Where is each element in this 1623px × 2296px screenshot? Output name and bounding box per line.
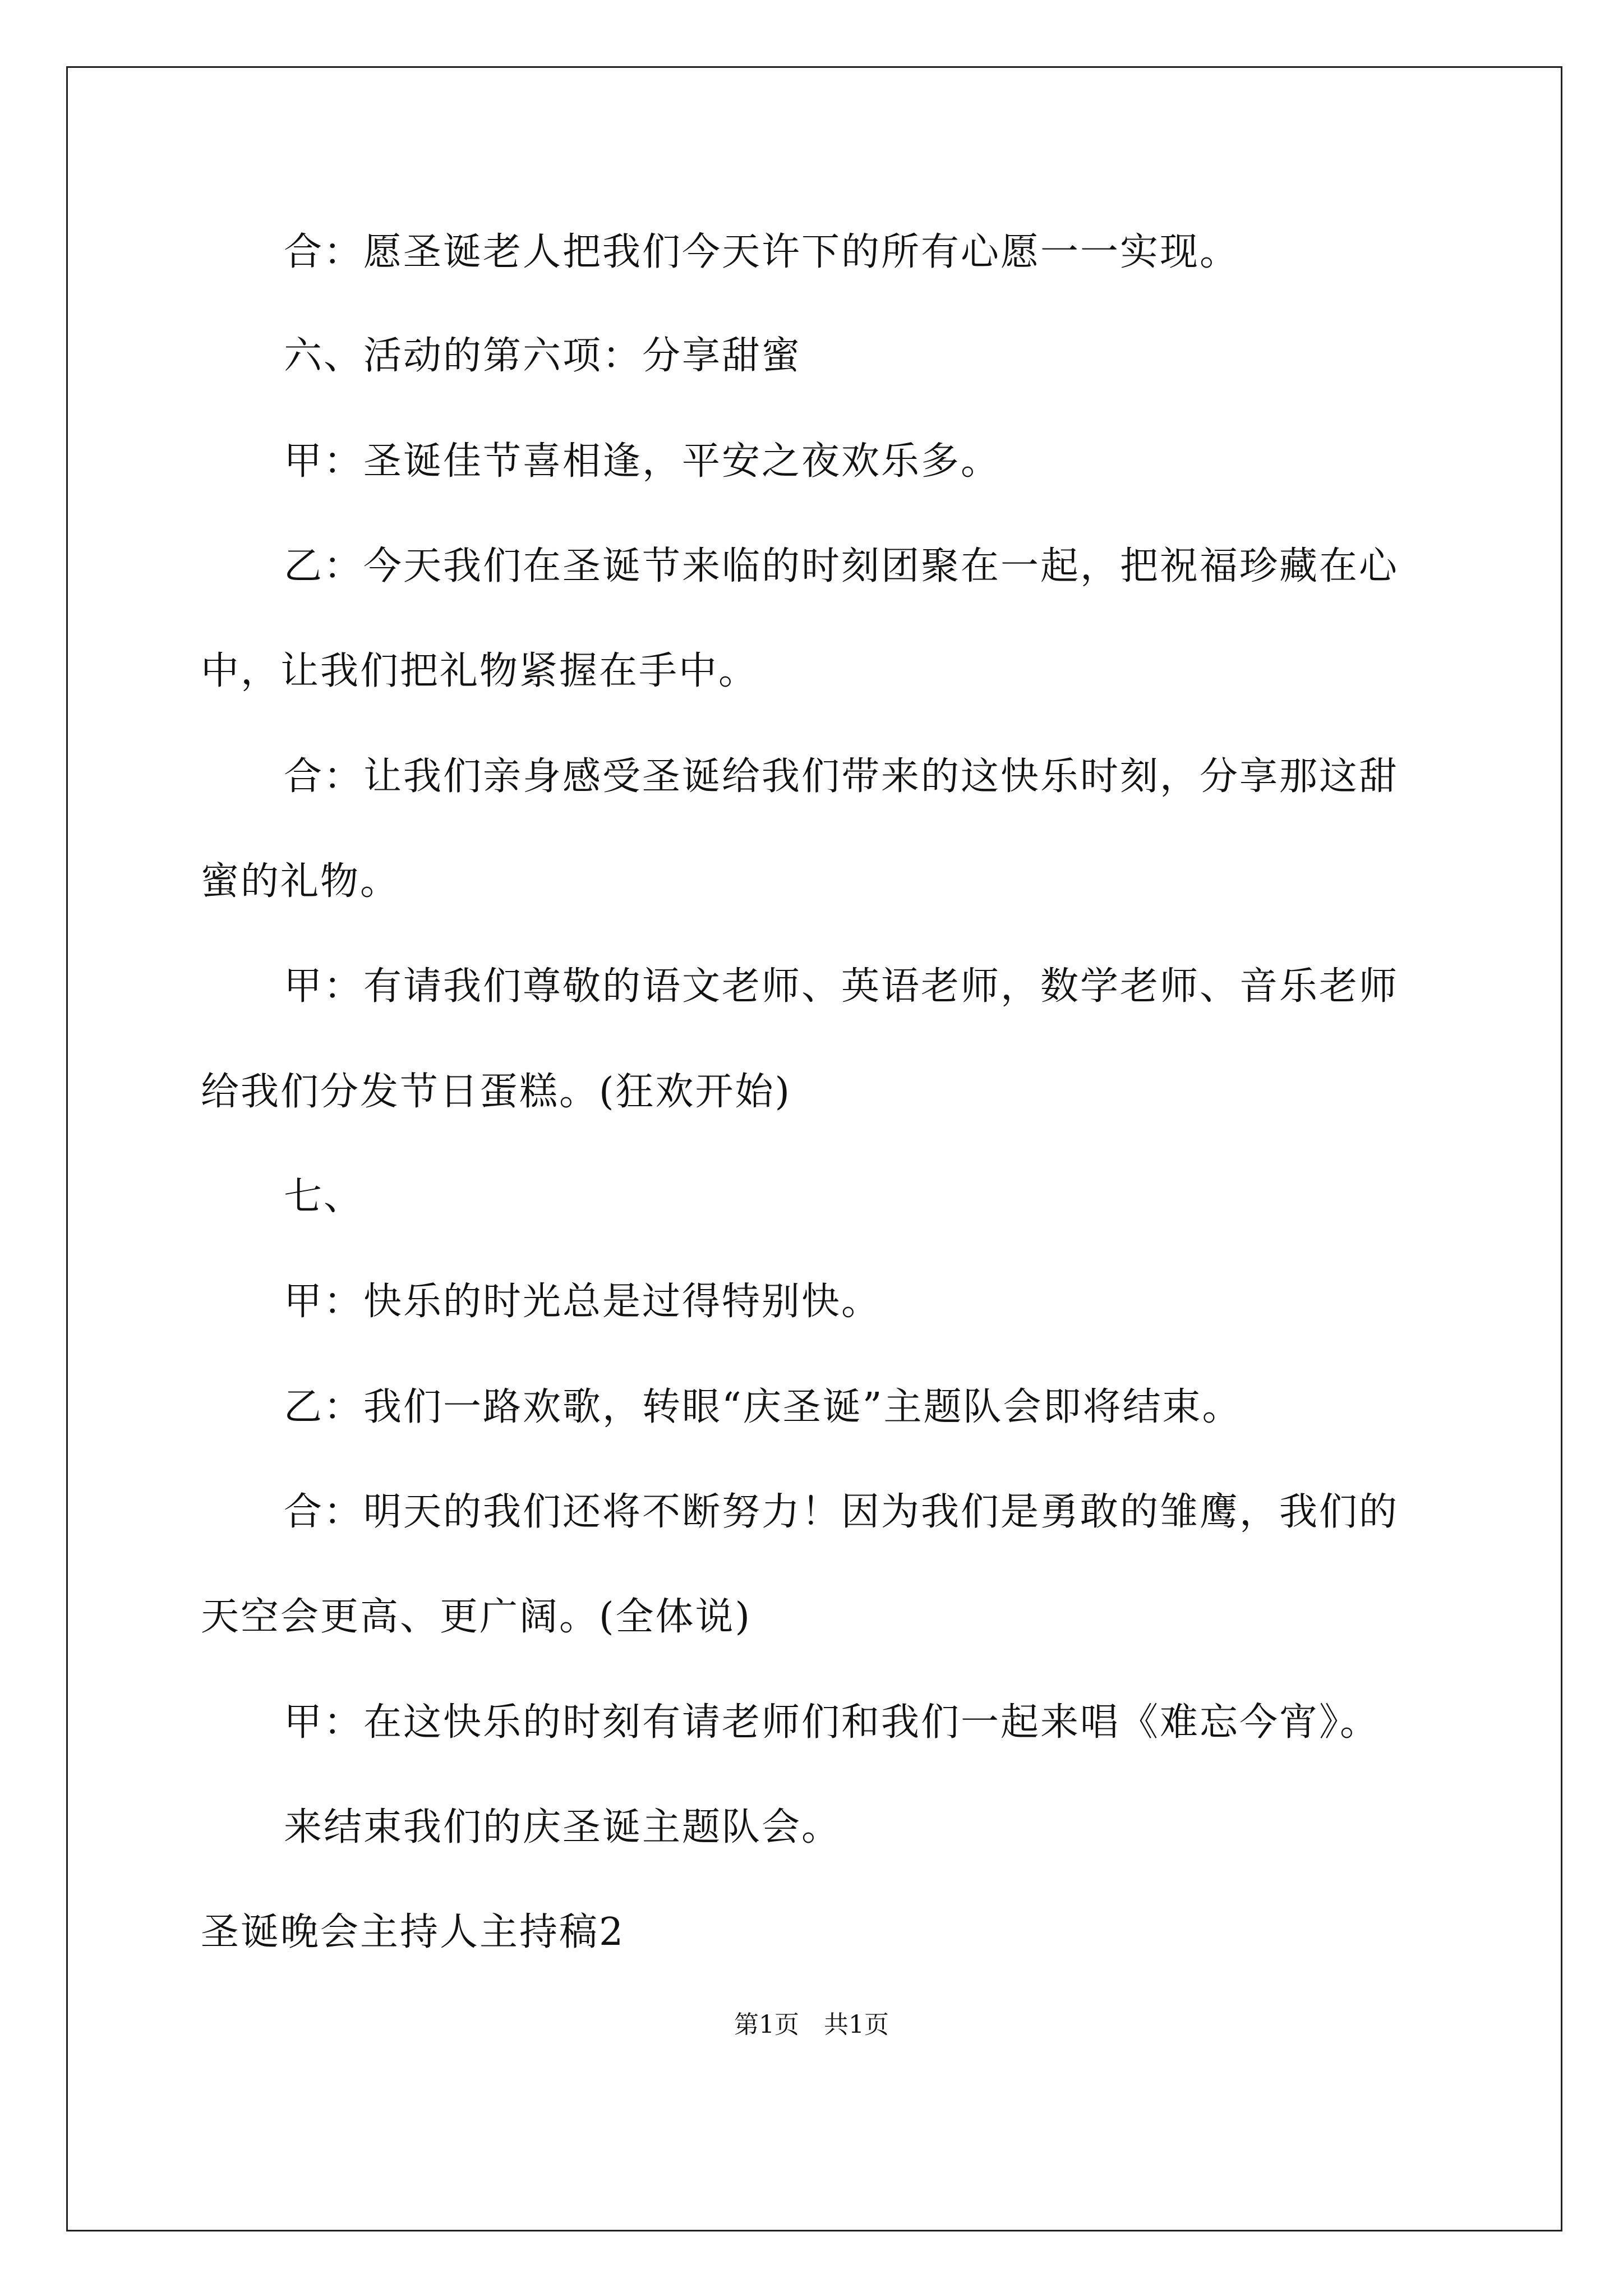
paragraph-line: 来结束我们的庆圣诞主题队会。 bbox=[284, 1805, 842, 1849]
section-heading: 七、 bbox=[284, 1175, 364, 1219]
paragraph-line: 天空会更高、更广阔。(全体说) bbox=[201, 1595, 752, 1639]
paragraph-line: 甲：圣诞佳节喜相逢，平安之夜欢乐多。 bbox=[284, 439, 1001, 484]
page-number-footer: 第1页 共1页 bbox=[734, 2010, 889, 2039]
paragraph-line: 甲：在这快乐的时刻有请老师们和我们一起来唱《难忘今宵》。 bbox=[284, 1700, 1380, 1745]
paragraph-line: 合：愿圣诞老人把我们今天许下的所有心愿一一实现。 bbox=[284, 230, 1240, 274]
paragraph-line: 中，让我们把礼物紧握在手中。 bbox=[201, 649, 759, 693]
page-border bbox=[66, 66, 1562, 2231]
paragraph-line: 甲：有请我们尊敬的语文老师、英语老师，数学老师、音乐老师 bbox=[284, 964, 1399, 1009]
paragraph-line: 乙：我们一路欢歌，转眼“庆圣诞”主题队会即将结束。 bbox=[284, 1385, 1242, 1429]
section-heading: 六、活动的第六项：分享甜蜜 bbox=[284, 334, 802, 378]
paragraph-line: 合：让我们亲身感受圣诞给我们带来的这快乐时刻，分享那这甜 bbox=[284, 754, 1399, 799]
paragraph-line: 甲：快乐的时光总是过得特别快。 bbox=[284, 1280, 882, 1324]
paragraph-line: 给我们分发节日蛋糕。(狂欢开始) bbox=[201, 1070, 792, 1114]
paragraph-line: 合：明天的我们还将不断努力！因为我们是勇敢的雏鹰，我们的 bbox=[284, 1490, 1399, 1534]
document-heading: 圣诞晚会主持人主持稿2 bbox=[201, 1910, 625, 1954]
paragraph-line: 蜜的礼物。 bbox=[201, 859, 400, 904]
paragraph-line: 乙：今天我们在圣诞节来临的时刻团聚在一起，把祝福珍藏在心 bbox=[284, 544, 1399, 588]
